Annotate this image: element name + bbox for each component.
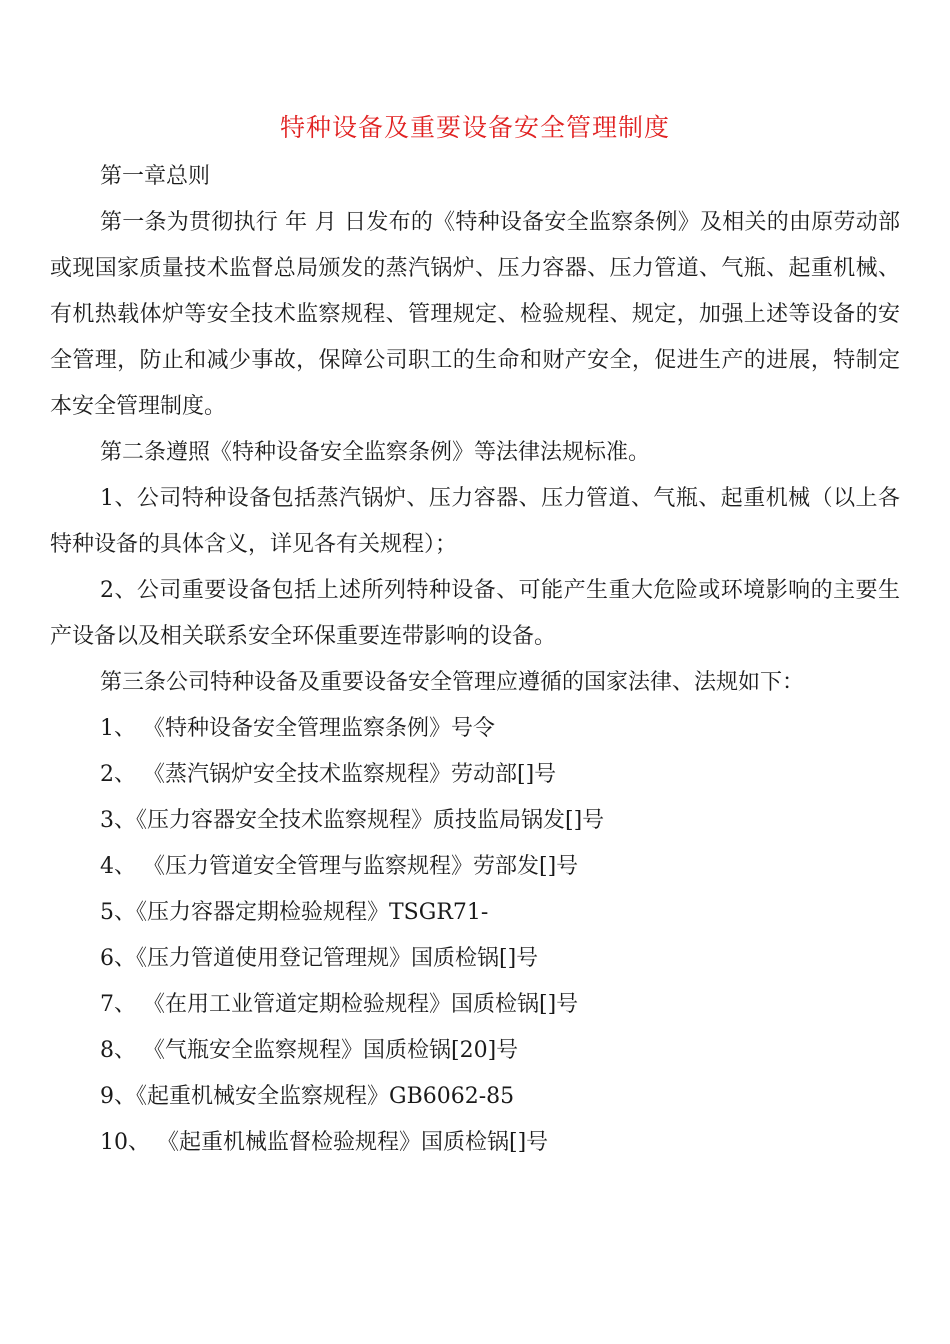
chapter-heading: 第一章总则	[100, 164, 211, 189]
law-item: 2、 《蒸汽锅炉安全技术监察规程》劳动部[]号	[100, 762, 557, 787]
law-item: 9、《起重机械安全监察规程》GB6062-85	[100, 1084, 515, 1109]
article-3: 第三条公司特种设备及重要设备安全管理应遵循的国家法律、法规如下：	[100, 670, 805, 695]
law-item: 4、 《压力管道安全管理与监察规程》劳部发[]号	[100, 854, 579, 879]
law-item: 6、《压力管道使用登记管理规》国质检锅[]号	[100, 946, 539, 971]
law-list	[50, 706, 900, 1166]
law-item: 1、 《特种设备安全管理监察条例》号令	[100, 716, 495, 741]
article-2-item-1: 1、公司特种设备包括蒸汽锅炉、压力容器、压力管道、气瓶、起重机械（以上各特种设备的具体含义，详见各有关规程）；	[50, 486, 900, 557]
article-2-item-2: 2、公司重要设备包括上述所列特种设备、可能产生重大危险或环境影响的主要生产设备以及相关联系安全环保重要连带影响的设备。	[50, 578, 900, 649]
article-2: 第二条遵照《特种设备安全监察条例》等法律法规标准。	[100, 440, 651, 465]
document-title: 特种设备及重要设备安全管理制度	[279, 113, 670, 142]
document-page	[50, 108, 900, 1166]
article-1: 第一条为贯彻执行 年 月 日发布的《特种设备安全监察条例》及相关的由原劳动部或现国家质量技术监督总局颁发的蒸汽锅炉、压力容器、压力管道、气瓶、起重机械、有机热载体炉等安全技术监察规程、管理规定、检验规程、规定，加强上述等设备的安全管理，防止和减少事故，保障公司职工的生命和财产安全，促进生产的进展，特制定本安全管理制度。	[50, 210, 900, 419]
law-item: 10、 《起重机械监督检验规程》国质检锅[]号	[100, 1130, 549, 1155]
law-item: 3、《压力容器安全技术监察规程》质技监局锅发[]号	[100, 808, 605, 833]
law-item: 8、 《气瓶安全监察规程》国质检锅[20]号	[100, 1038, 519, 1063]
law-item: 7、 《在用工业管道定期检验规程》国质检锅[]号	[100, 992, 579, 1017]
law-item: 5、《压力容器定期检验规程》TSGR71-	[100, 900, 489, 925]
